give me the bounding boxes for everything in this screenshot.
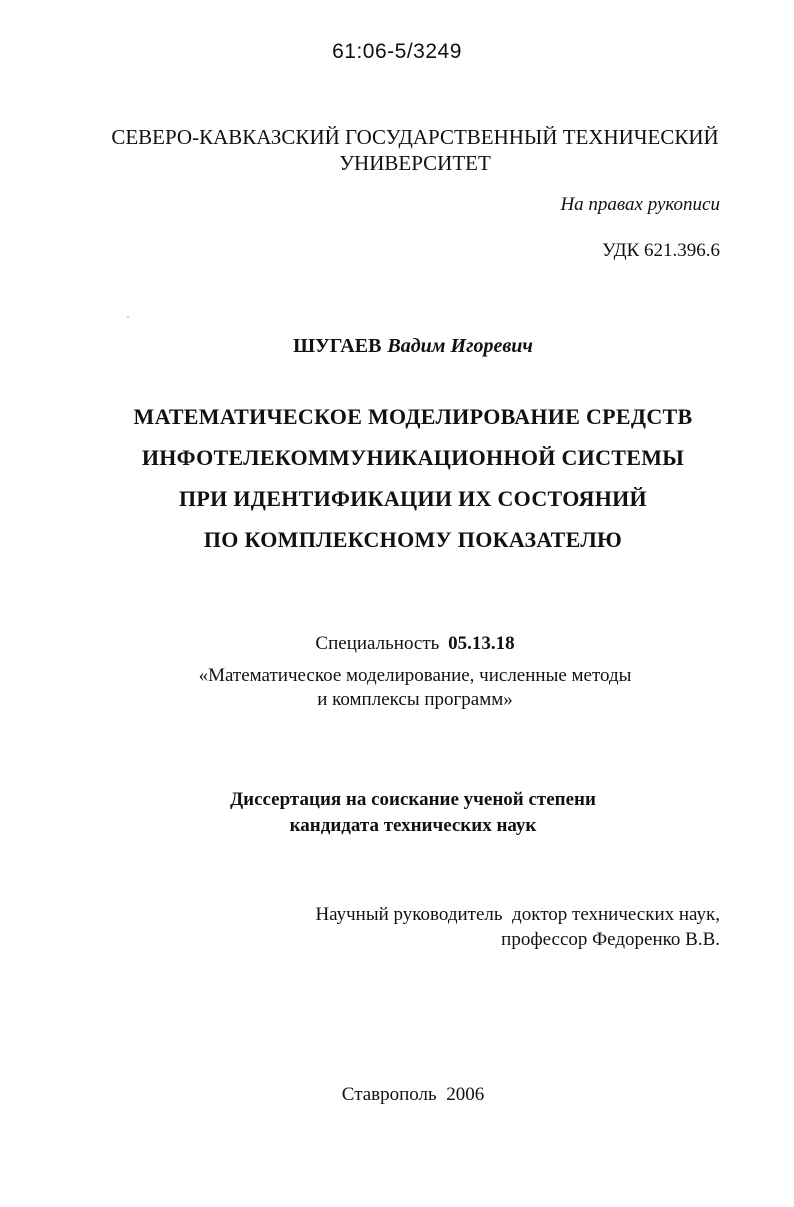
title-line: ИНФОТЕЛЕКОММУНИКАЦИОННОЙ СИСТЕМЫ [141,445,685,470]
advisor-line-2: профессор Федоренко В.В. [501,929,720,950]
rights-note: На правах рукописи [560,194,720,215]
specialty-label: Специальность [315,633,440,654]
author-surname: ШУГАЕВ [293,335,382,357]
dissertation-title [40,396,786,560]
degree-line-2: кандидата технических наук [289,815,537,836]
author-given-names: Вадим Игоревич [387,335,533,357]
place-and-year: Ставрополь 2006 [341,1084,485,1105]
scan-speck [127,316,129,318]
university-name [60,124,770,176]
specialty-name-line-2: и комплексы программ» [317,689,513,710]
title-line: ПРИ ИДЕНТИФИКАЦИИ ИХ СОСТОЯНИЙ [179,486,647,511]
specialty-name-line-1: «Математическое моделирование, численные методы [198,665,632,686]
title-line: МАТЕМАТИЧЕСКОЕ МОДЕЛИРОВАНИЕ СРЕДСТВ [133,404,693,429]
advisor-line-1: Научный руководитель доктор технических наук, [315,904,720,925]
title-line: ПО КОМПЛЕКСНОМУ ПОКАЗАТЕЛЮ [203,527,623,552]
scientific-advisor [315,902,720,952]
degree-statement [0,787,794,839]
author-name [0,335,794,358]
specialty-name [0,664,794,712]
university-line-1: СЕВЕРО-КАВКАЗСКИЙ ГОСУДАРСТВЕННЫЙ ТЕХНИЧЕСКИЙ [111,125,719,149]
udk-code: УДК 621.396.6 [602,240,720,261]
specialty [0,633,794,655]
university-line-2: УНИВЕРСИТЕТ [339,151,491,175]
catalog-number: 61:06-5/3249 [332,40,462,63]
specialty-code: 05.13.18 [448,633,515,654]
degree-line-1: Диссертация на соискание ученой степени [230,789,596,810]
